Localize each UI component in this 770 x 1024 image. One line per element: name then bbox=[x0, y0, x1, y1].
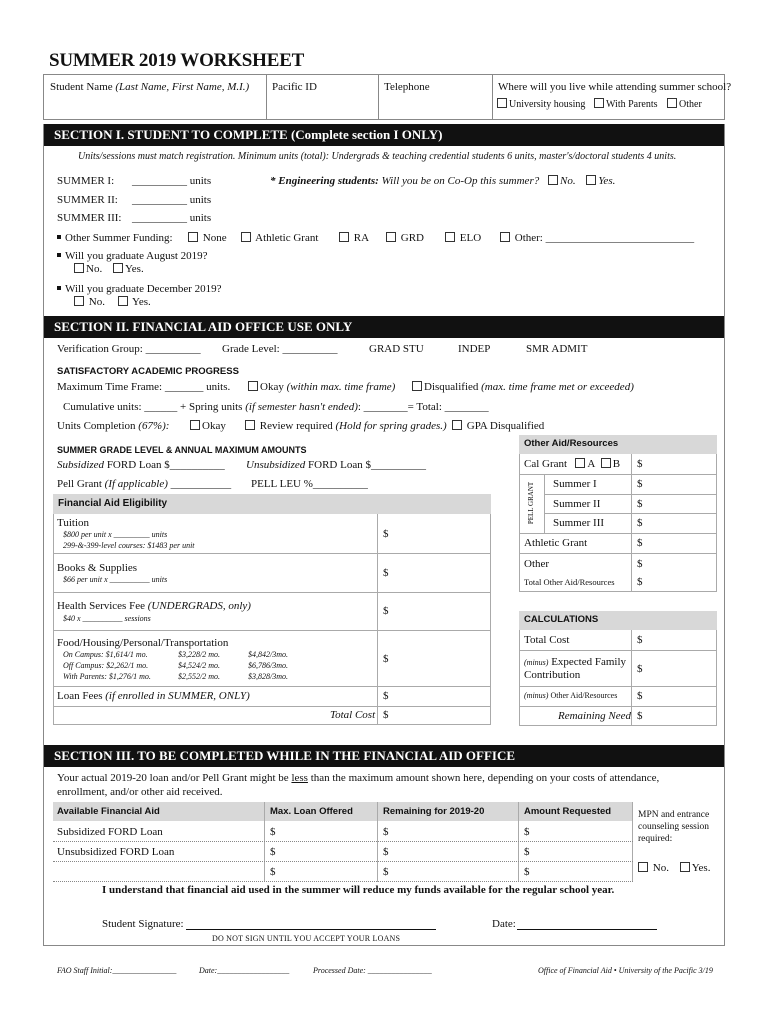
pell-grant-max[interactable]: Pell Grant (If applicable) ___________ bbox=[57, 478, 232, 490]
food-cell: Off Campus: $2,262/1 mo. bbox=[63, 661, 149, 670]
understand-statement: I understand that financial aid used in the summer will reduce my funds available for the regular school year. bbox=[102, 884, 615, 896]
grad-dec-question: Will you graduate December 2019? bbox=[57, 283, 222, 295]
processed-date[interactable]: Processed Date: ________________ bbox=[313, 966, 432, 975]
cal-grant-amount[interactable]: $ bbox=[637, 458, 643, 470]
live-option-university[interactable]: University housing bbox=[497, 98, 585, 110]
summer3-units[interactable]: __________ units bbox=[132, 212, 212, 224]
bullet-icon bbox=[57, 235, 61, 239]
cell-dollar[interactable]: $ bbox=[524, 866, 530, 878]
smr-admit: SMR ADMIT bbox=[526, 343, 588, 355]
tuition-note-2: 299-&-399-level courses: $1483 per unit bbox=[63, 541, 195, 550]
col-amount-requested: Amount Requested bbox=[524, 806, 612, 817]
row-unsubsidized: Unsubsidized FORD Loan bbox=[57, 846, 175, 858]
tuition-note-1: $800 per unit x _________ units bbox=[63, 530, 168, 539]
cell-dollar[interactable]: $ bbox=[524, 846, 530, 858]
max-time-frame[interactable]: Maximum Time Frame: _______ units. bbox=[57, 381, 231, 393]
loan-fees-amount[interactable]: $ bbox=[383, 690, 389, 702]
section2-header: SECTION II. FINANCIAL AID OFFICE USE ONLY bbox=[44, 316, 724, 338]
calc-efc: (minus) Expected Family Contribution bbox=[524, 656, 627, 681]
food-label: Food/Housing/Personal/Transportation bbox=[57, 637, 229, 649]
completion-okay[interactable]: Okay bbox=[190, 420, 226, 432]
pell-summer1: Summer I bbox=[553, 478, 597, 490]
okay-within[interactable]: Okay (within max. time frame) bbox=[248, 381, 395, 393]
section3-header: SECTION III. TO BE COMPLETED WHILE IN THE FINANCIAL AID OFFICE bbox=[44, 745, 724, 767]
checkbox-icon[interactable] bbox=[113, 263, 123, 273]
checkbox-icon[interactable] bbox=[118, 296, 128, 306]
checkbox-icon[interactable] bbox=[586, 175, 596, 185]
cal-grant: Cal Grant A B bbox=[524, 458, 621, 470]
remaining-need: Remaining Need bbox=[558, 710, 632, 722]
checkbox-icon[interactable] bbox=[445, 232, 455, 242]
cell-dollar[interactable]: $ bbox=[270, 846, 276, 858]
total-other-aid-amount[interactable]: $ bbox=[637, 576, 643, 588]
checkbox-icon[interactable] bbox=[74, 296, 84, 306]
grad-aug-options[interactable]: No. Yes. bbox=[74, 263, 144, 275]
loan-fees-label: Loan Fees (if enrolled in SUMMER, ONLY) bbox=[57, 690, 250, 702]
disqualified[interactable]: Disqualified (max. time frame met or exceeded) bbox=[412, 381, 634, 393]
checkbox-icon[interactable] bbox=[74, 263, 84, 273]
food-cell: $2,552/2 mo. bbox=[178, 672, 220, 681]
sap-title: SATISFACTORY ACADEMIC PROGRESS bbox=[57, 366, 239, 377]
live-option-parents[interactable]: With Parents bbox=[594, 98, 658, 110]
checkbox-icon[interactable] bbox=[248, 381, 258, 391]
office-credit: Office of Financial Aid • University of the Pacific 3/19 bbox=[538, 966, 713, 975]
cell-dollar[interactable]: $ bbox=[270, 866, 276, 878]
checkbox-icon[interactable] bbox=[548, 175, 558, 185]
cell-dollar[interactable]: $ bbox=[383, 866, 389, 878]
funding-elo[interactable]: ELO bbox=[445, 232, 481, 244]
calc-total-cost-amount[interactable]: $ bbox=[637, 634, 643, 646]
food-cell: $3,828/3mo. bbox=[248, 672, 288, 681]
other-aid-header: Other Aid/Resources bbox=[519, 435, 717, 454]
do-not-sign: DO NOT SIGN UNTIL YOU ACCEPT YOUR LOANS bbox=[212, 934, 401, 943]
other-funding-label: Other Summer Funding: bbox=[57, 232, 173, 244]
gpa-disqualified[interactable]: GPA Disqualified bbox=[452, 420, 544, 432]
health-note: $40 x __________ sessions bbox=[63, 614, 151, 623]
pell-summer3: Summer III bbox=[553, 517, 605, 529]
checkbox-icon[interactable] bbox=[638, 862, 648, 872]
health-label: Health Services Fee (UNDERGRADS, only) bbox=[57, 600, 251, 612]
checkbox-icon[interactable] bbox=[241, 232, 251, 242]
live-question: Where will you live while attending summer school? bbox=[498, 81, 732, 93]
food-cell: On Campus: $1,614/1 mo. bbox=[63, 650, 148, 659]
checkbox-icon[interactable] bbox=[188, 232, 198, 242]
col-remaining: Remaining for 2019-20 bbox=[383, 806, 485, 817]
cell-dollar[interactable]: $ bbox=[524, 826, 530, 838]
row-subsidized: Subsidized FORD Loan bbox=[57, 826, 163, 838]
books-amount[interactable]: $ bbox=[383, 567, 389, 579]
food-cell: $4,524/2 mo. bbox=[178, 661, 220, 670]
cell-dollar[interactable]: $ bbox=[270, 826, 276, 838]
funding-ra[interactable]: RA bbox=[339, 232, 369, 244]
cell-dollar[interactable]: $ bbox=[383, 846, 389, 858]
cumulative-units[interactable]: Cumulative units: ______ + Spring units (if semester hasn't ended): ________= Total: ________ bbox=[63, 401, 489, 413]
engineering-question: * Engineering students: Will you be on Co-Op this summer? No. Yes. bbox=[270, 175, 616, 187]
checkbox-icon[interactable] bbox=[667, 98, 677, 108]
grad-aug-question: Will you graduate August 2019? bbox=[57, 250, 208, 262]
food-amount[interactable]: $ bbox=[383, 653, 389, 665]
food-cell: $6,786/3mo. bbox=[248, 661, 288, 670]
checkbox-icon[interactable] bbox=[452, 420, 462, 430]
telephone-field[interactable]: Telephone bbox=[384, 81, 430, 93]
col-available-aid: Available Financial Aid bbox=[57, 806, 160, 817]
pacific-id-field[interactable]: Pacific ID bbox=[272, 81, 317, 93]
summer2-units[interactable]: __________ units bbox=[132, 194, 212, 206]
checkbox-icon[interactable] bbox=[386, 232, 396, 242]
other-aid-amount[interactable]: $ bbox=[637, 558, 643, 570]
checkbox-icon[interactable] bbox=[680, 862, 690, 872]
student-name-field[interactable]: Student Name (Last Name, First Name, M.I.) bbox=[50, 81, 250, 93]
calc-total-cost: Total Cost bbox=[524, 634, 570, 646]
signature-label: Student Signature: bbox=[102, 918, 184, 930]
total-other-aid: Total Other Aid/Resources bbox=[524, 577, 615, 587]
calc-minus-other: (minus) Other Aid/Resources bbox=[524, 691, 618, 700]
sig-date-label: Date: bbox=[492, 918, 516, 930]
checkbox-icon[interactable] bbox=[594, 98, 604, 108]
checkbox-icon[interactable] bbox=[339, 232, 349, 242]
food-cell: With Parents: $1,276/1 mo. bbox=[63, 672, 151, 681]
grade-amounts-title: SUMMER GRADE LEVEL & ANNUAL MAXIMUM AMOUNTS bbox=[57, 445, 307, 455]
indep: INDEP bbox=[458, 343, 491, 355]
funding-other[interactable]: Other: ___________________________ bbox=[500, 232, 694, 244]
total-cost-label: Total Cost bbox=[330, 709, 376, 721]
checkbox-icon[interactable] bbox=[245, 420, 255, 430]
unsubsidized-max[interactable]: Unsubsidized FORD Loan $__________ bbox=[246, 459, 426, 471]
checkbox-icon[interactable] bbox=[500, 232, 510, 242]
pell-summer3-amount[interactable]: $ bbox=[637, 517, 643, 529]
books-label: Books & Supplies bbox=[57, 562, 138, 574]
bullet-icon bbox=[57, 286, 61, 290]
mpn-note: MPN and entrance counseling session required: bbox=[638, 810, 710, 844]
summer1-units[interactable]: __________ units bbox=[132, 175, 212, 187]
pell-summer2-amount[interactable]: $ bbox=[637, 498, 643, 510]
cell-dollar[interactable]: $ bbox=[383, 826, 389, 838]
checkbox-icon[interactable] bbox=[601, 458, 611, 468]
fao-staff-initial[interactable]: FAO Staff Initial:________________ bbox=[57, 966, 177, 975]
calc-efc-amount[interactable]: $ bbox=[637, 663, 643, 675]
checkbox-icon[interactable] bbox=[497, 98, 507, 108]
grad-dec-options[interactable]: No. Yes. bbox=[74, 296, 151, 308]
bullet-icon bbox=[57, 253, 61, 257]
pell-grant-vertical-label: PELL GRANT bbox=[527, 481, 535, 525]
checkbox-icon[interactable] bbox=[190, 420, 200, 430]
bullet-icon: • bbox=[613, 966, 617, 975]
athletic-grant-amount[interactable]: $ bbox=[637, 537, 643, 549]
summer3-label: SUMMER III: bbox=[57, 212, 122, 224]
funding-athletic[interactable]: Athletic Grant bbox=[241, 232, 318, 244]
units-completion: Units Completion (67%): bbox=[57, 420, 170, 432]
total-cost-amount[interactable]: $ bbox=[383, 709, 389, 721]
remaining-need-amount[interactable]: $ bbox=[637, 710, 643, 722]
subsidized-max[interactable]: Subsidized FORD Loan $__________ bbox=[57, 459, 225, 471]
food-cell: $4,842/3mo. bbox=[248, 650, 288, 659]
pell-leu[interactable]: PELL LEU %__________ bbox=[251, 478, 368, 490]
col-max-loan: Max. Loan Offered bbox=[270, 806, 353, 817]
athletic-grant: Athletic Grant bbox=[524, 537, 588, 549]
signature-line[interactable] bbox=[186, 929, 436, 930]
tuition-label: Tuition bbox=[57, 517, 90, 529]
books-note: $66 per unit x __________ units bbox=[63, 575, 168, 584]
verification-group[interactable]: Verification Group: __________ bbox=[57, 343, 201, 355]
other-aid: Other bbox=[524, 558, 550, 570]
section1-note: Units/sessions must match registration. Minimum units (total): Undergrads & teaching credential students 6 units, master's/doctoral students 4 units. bbox=[78, 151, 677, 162]
funding-none[interactable]: None bbox=[188, 232, 227, 244]
page-title: SUMMER 2019 WORKSHEET bbox=[49, 50, 305, 71]
summer2-label: SUMMER II: bbox=[57, 194, 118, 206]
health-amount[interactable]: $ bbox=[383, 605, 389, 617]
pell-summer2: Summer II bbox=[553, 498, 601, 510]
checkbox-icon[interactable] bbox=[412, 381, 422, 391]
food-cell: $3,228/2 mo. bbox=[178, 650, 220, 659]
section3-intro: Your actual 2019-20 loan and/or Pell Grant might be less than the maximum amount shown here, depending on your costs of attendance, enrollment, and/or other aid received. bbox=[57, 772, 660, 798]
sig-date-line[interactable] bbox=[517, 929, 657, 930]
pell-summer1-amount[interactable]: $ bbox=[637, 478, 643, 490]
completion-review[interactable]: Review required (Hold for spring grades.) bbox=[245, 420, 447, 432]
calculations-header: CALCULATIONS bbox=[519, 611, 717, 630]
summer1-label: SUMMER I: bbox=[57, 175, 115, 187]
grade-level[interactable]: Grade Level: __________ bbox=[222, 343, 338, 355]
mpn-options[interactable]: No. Yes. bbox=[638, 862, 710, 874]
funding-grd[interactable]: GRD bbox=[386, 232, 424, 244]
section1-header: SECTION I. STUDENT TO COMPLETE (Complete section I ONLY) bbox=[44, 124, 724, 146]
tuition-amount[interactable]: $ bbox=[383, 528, 389, 540]
checkbox-icon[interactable] bbox=[575, 458, 585, 468]
grad-stu: GRAD STU bbox=[369, 343, 424, 355]
footer-date[interactable]: Date:__________________ bbox=[199, 966, 290, 975]
calc-minus-other-amount[interactable]: $ bbox=[637, 690, 643, 702]
fae-header: Financial Aid Eligibility bbox=[53, 494, 491, 514]
live-option-other[interactable]: Other bbox=[667, 98, 702, 110]
